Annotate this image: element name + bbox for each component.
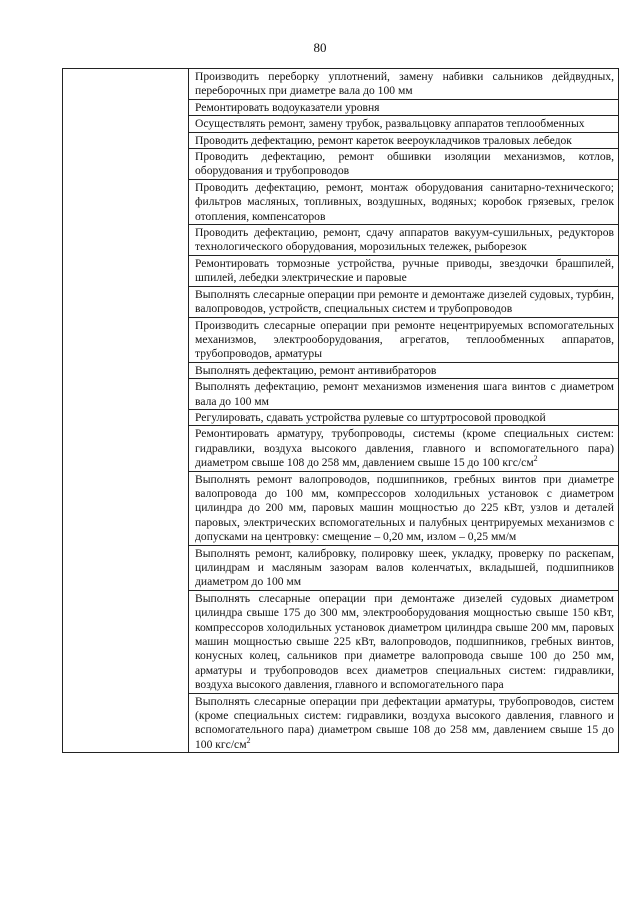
superscript: 2 [533, 454, 538, 464]
table-row: Выполнять ремонт валопроводов, подшипников, гребных винтов при диаметре валопровода до 100 мм, компрессоров холодильных установок с диаметром цилиндра до 200 мм, паровых машин мощностью до 225 кВт, узлов и деталей паровых, электрических вспомогательных и палубных центрируемых механизмов с допусками на центровку: смещение – 0,20 мм, излом – 0,25 мм/м [189, 472, 618, 546]
table-row: Ремонтировать водоуказатели уровня [189, 100, 618, 116]
table-row: Ремонтировать тормозные устройства, ручные приводы, звездочки брашпилей, шпилей, лебедки электрические и паровые [189, 256, 618, 287]
duties-table [62, 68, 619, 753]
table-row: Регулировать, сдавать устройства рулевые со штуртросовой проводкой [189, 410, 618, 426]
table-row: Производить переборку уплотнений, замену набивки сальников дейдвудных, переборочных при диаметре вала до 100 мм [189, 69, 618, 100]
table-row: Проводить дефектацию, ремонт, монтаж оборудования санитарно-технического; фильтров масляных, топливных, воздушных, водяных; коробок грязевых, грелок отопления, компенсаторов [189, 180, 618, 225]
table-row: Выполнять слесарные операции при дефектации арматуры, трубопроводов, систем (кроме специальных систем: гидравлики, воздуха высокого давления, главного и вспомогательного пара) диаметром свыше 108 до 258 мм, давлением свыше 15 до 100 кгс/$см^2$ [195, 694, 614, 751]
duties-column [189, 69, 618, 752]
table-row: Выполнять слесарные операции при демонтаже дизелей судовых диаметром цилиндра свыше 175 до 300 мм, электрооборудования мощностью свыше 150 кВт, компрессоров холодильных установок диаметром цилиндра свыше 200 мм, паровых машин мощностью свыше 225 кВт, валопроводов, подшипников, гребных винтов, конусных колец, сальников при диаметре валопровода свыше 100 до 250 мм, арматуры и трубопроводов всех диаметров специальных систем: гидравлики, воздуха высокого давления, главного и вспомогательного пара [189, 591, 618, 694]
table-row: Проводить дефектацию, ремонт обшивки изоляции механизмов, котлов, оборудования и трубопроводов [189, 149, 618, 180]
table-row: Выполнять ремонт, калибровку, полировку шеек, укладку, проверку по раскепам, цилиндрам и масляным зазорам валов коленчатых, вкладышей, подшипников диаметром до 100 мм [189, 546, 618, 591]
table-row: Проводить дефектацию, ремонт кареток веероукладчиков траловых лебедок [189, 133, 618, 149]
table-row: Осуществлять ремонт, замену трубок, развальцовку аппаратов теплообменных [189, 116, 618, 132]
table-row: Проводить дефектацию, ремонт, сдачу аппаратов вакуум-сушильных, редукторов технологического оборудования, морозильных тележек, рыборезок [189, 225, 618, 256]
empty-left-column [63, 69, 189, 752]
superscript: 2 [246, 736, 251, 746]
table-row: Производить слесарные операции при ремонте нецентрируемых вспомогательных механизмов, электрооборудования, агрегатов, теплообменных аппаратов, трубопроводов, арматуры [189, 318, 618, 363]
table-row: Выполнять дефектацию, ремонт механизмов изменения шага винтов с диаметром вала до 100 мм [189, 379, 618, 410]
table-row: Ремонтировать арматуру, трубопроводы, системы (кроме специальных систем: гидравлики, воздуха высокого давления, главного и вспомогательного пара) диаметром свыше 108 до 258 мм, давлением свыше 15 до 100 кгс/$см^2$ [189, 426, 618, 471]
table-row: Выполнять дефектацию, ремонт антивибраторов [189, 363, 618, 379]
table-row: Выполнять слесарные операции при ремонте и демонтаже дизелей судовых, турбин, валопроводов, устройств, специальных систем и трубопроводов [189, 287, 618, 318]
page-number: 80 [313, 40, 327, 55]
